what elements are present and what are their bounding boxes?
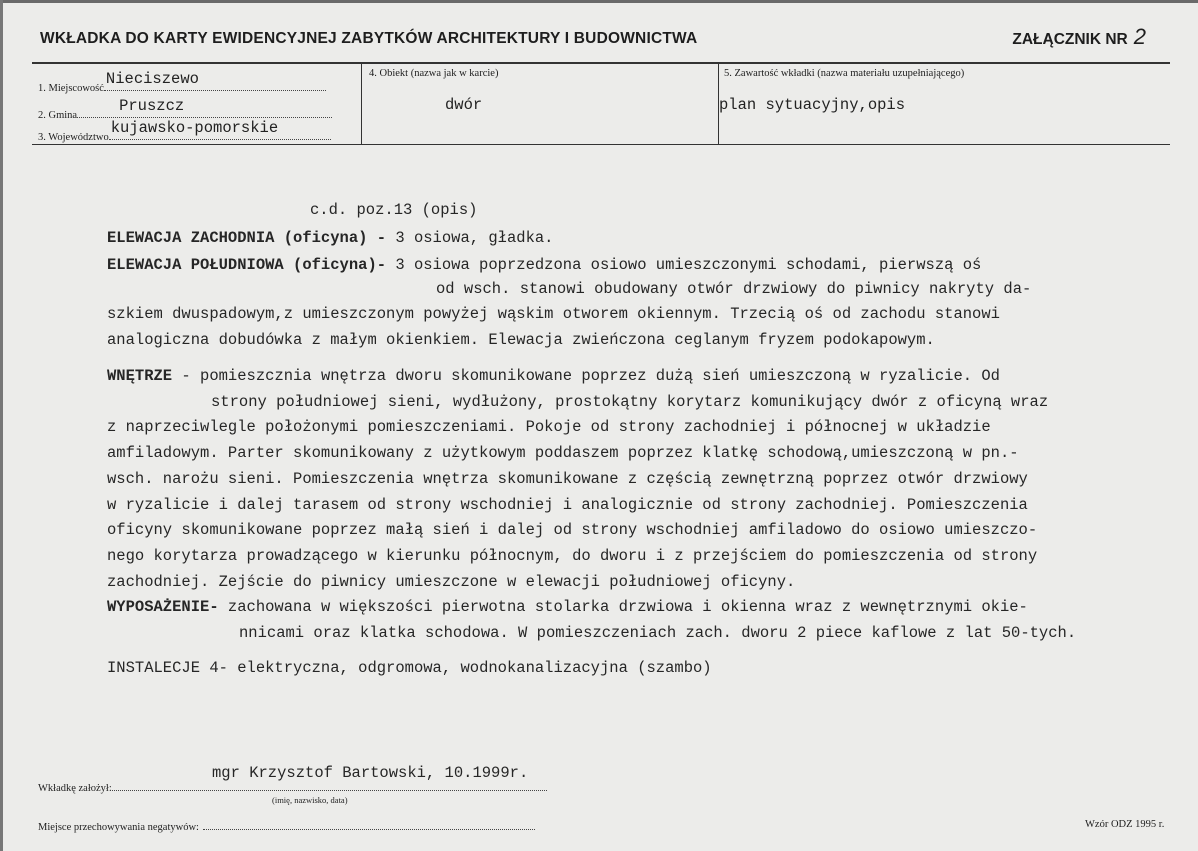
object-label: 4. Obiekt (nazwa jak w karcie) <box>369 68 499 79</box>
annex-number: 2 <box>1133 24 1146 49</box>
body-text: zachowana w większości pierwotna stolarka drzwiowa i okienna wraz z wewnętrznymi okie- <box>218 598 1028 616</box>
top-edge <box>0 0 1198 3</box>
body-line <box>239 624 1076 642</box>
place-value: Nieciszewo <box>105 70 199 88</box>
commune-value: Pruszcz <box>119 97 185 115</box>
province-label: 3. Województwo <box>38 132 109 143</box>
header-rule-top <box>32 62 1170 64</box>
object-value: dwór <box>445 96 483 114</box>
body-line <box>107 547 1037 565</box>
body-text: 3 osiowa poprzedzona osiowo umieszczonymi schodami, pierwszą oś <box>386 256 982 274</box>
left-edge <box>0 0 3 851</box>
body-line <box>107 418 991 436</box>
body-text: z naprzeciwlegle położonymi pomieszczeniami. Pokoje od strony zachodniej i północnej w układzie <box>107 418 991 436</box>
form-code: Wzór ODZ 1995 r. <box>1085 819 1165 830</box>
body-text: strony południowej sieni, wydłużony, prostokątny korytarz komunikujący dwór z oficyną wraz <box>211 393 1049 411</box>
negatives-line <box>203 819 535 830</box>
header-rule-bottom <box>32 144 1170 145</box>
body-text: zachodniej. Zejście do piwnicy umieszczone w elewacji południowej oficyny. <box>107 573 796 591</box>
author-field <box>38 780 547 794</box>
body-line <box>107 496 1028 514</box>
content-label: 5. Zawartość wkładki (nazwa materiału uzupełniającego) <box>724 68 965 79</box>
body-line <box>107 598 1028 616</box>
negatives-field <box>38 819 535 833</box>
body-line <box>436 280 1031 298</box>
body-line <box>107 305 1000 323</box>
body-text: analogiczna dobudówka z małym okienkiem. Elewacja zwieńczona ceglanym fryzem podokapowym. <box>107 331 935 349</box>
body-text: oficyny skomunikowane poprzez małą sień i dalej od strony wschodniej amfiladowo do osiowo umieszczo- <box>107 521 1038 539</box>
province-value: kujawsko-pomorskie <box>110 119 279 137</box>
author-value: mgr Krzysztof Bartowski, 10.1999r. <box>212 764 529 782</box>
form-title: WKŁADKA DO KARTY EWIDENCYJNEJ ZABYTKÓW ARCHITEKTURY I BUDOWNICTWA <box>40 30 698 47</box>
body-text: elektryczna, odgromowa, wodnokanalizacyjna (szambo) <box>227 659 712 677</box>
body-text: 3 osiowa, gładka. <box>386 229 554 247</box>
content-value: plan sytuacyjny,opis <box>719 96 906 114</box>
body-line <box>107 573 795 591</box>
section-heading: WNĘTRZE <box>107 367 173 385</box>
divider-1 <box>361 63 362 145</box>
body-text: amfiladowym. Parter skomunikowany z użytkowym poddaszem poprzez klatkę schodową,umieszczoną w pn.- <box>107 444 1019 462</box>
section-heading: INSTALECJE 4- <box>107 659 228 677</box>
body-text: nnicami oraz klatka schodowa. W pomieszczeniach zach. dworu 2 piece kaflowe z lat 50-tych. <box>239 624 1077 642</box>
place-label: 1. Miejscowość <box>38 83 104 94</box>
section-heading: ELEWACJA ZACHODNIA (oficyna) - <box>107 229 387 247</box>
body-line <box>107 659 712 677</box>
body-text: od wsch. stanowi obudowany otwór drzwiowy do piwnicy nakryty da- <box>436 280 1032 298</box>
body-line <box>107 256 981 274</box>
commune-line <box>77 97 332 118</box>
body-text: - pomieszcznia wnętrza dworu skomunikowane poprzez dużą sień umieszczoną w ryzalicie. Od <box>172 367 1000 385</box>
negatives-label: Miejsce przechowywania negatywów: <box>38 822 199 833</box>
body-line <box>107 470 1028 488</box>
commune-label: 2. Gmina <box>38 110 78 121</box>
author-line <box>112 780 547 791</box>
annex-label-text: ZAŁĄCZNIK NR <box>1012 31 1128 48</box>
province-line <box>109 119 331 140</box>
body-text: nego korytarza prowadzącego w kierunku północnym, do dworu i z przejściem do pomieszczenia od strony <box>107 547 1038 565</box>
section-heading: ELEWACJA POŁUDNIOWA (oficyna)- <box>107 256 387 274</box>
body-line <box>107 367 1000 385</box>
annex-label <box>1012 24 1146 50</box>
body-text: w ryzalicie i dalej tarasem od strony wschodniej i analogicznie od strony zachodniej. Pomieszczenia <box>107 496 1028 514</box>
author-hint: (imię, nazwisko, data) <box>272 795 348 805</box>
author-label: Wkładkę założył: <box>38 783 112 794</box>
body-line <box>107 229 553 247</box>
continuation-note: c.d. poz.13 (opis) <box>310 201 478 219</box>
province-field <box>38 119 331 143</box>
place-field <box>38 70 326 94</box>
body-line <box>107 444 1019 462</box>
section-heading: WYPOSAŻENIE- <box>107 598 219 616</box>
place-line <box>104 70 326 91</box>
body-line <box>107 521 1037 539</box>
body-text: wsch. narożu sieni. Pomieszczenia wnętrza skomunikowane z częścią zewnętrzną poprzez otwór drzwiowy <box>107 470 1028 488</box>
body-line <box>211 393 1048 411</box>
body-text: szkiem dwuspadowym,z umieszczonym powyżej wąskim otworem okiennym. Trzecią oś od zachodu stanowi <box>107 305 1000 323</box>
body-line <box>107 331 935 349</box>
